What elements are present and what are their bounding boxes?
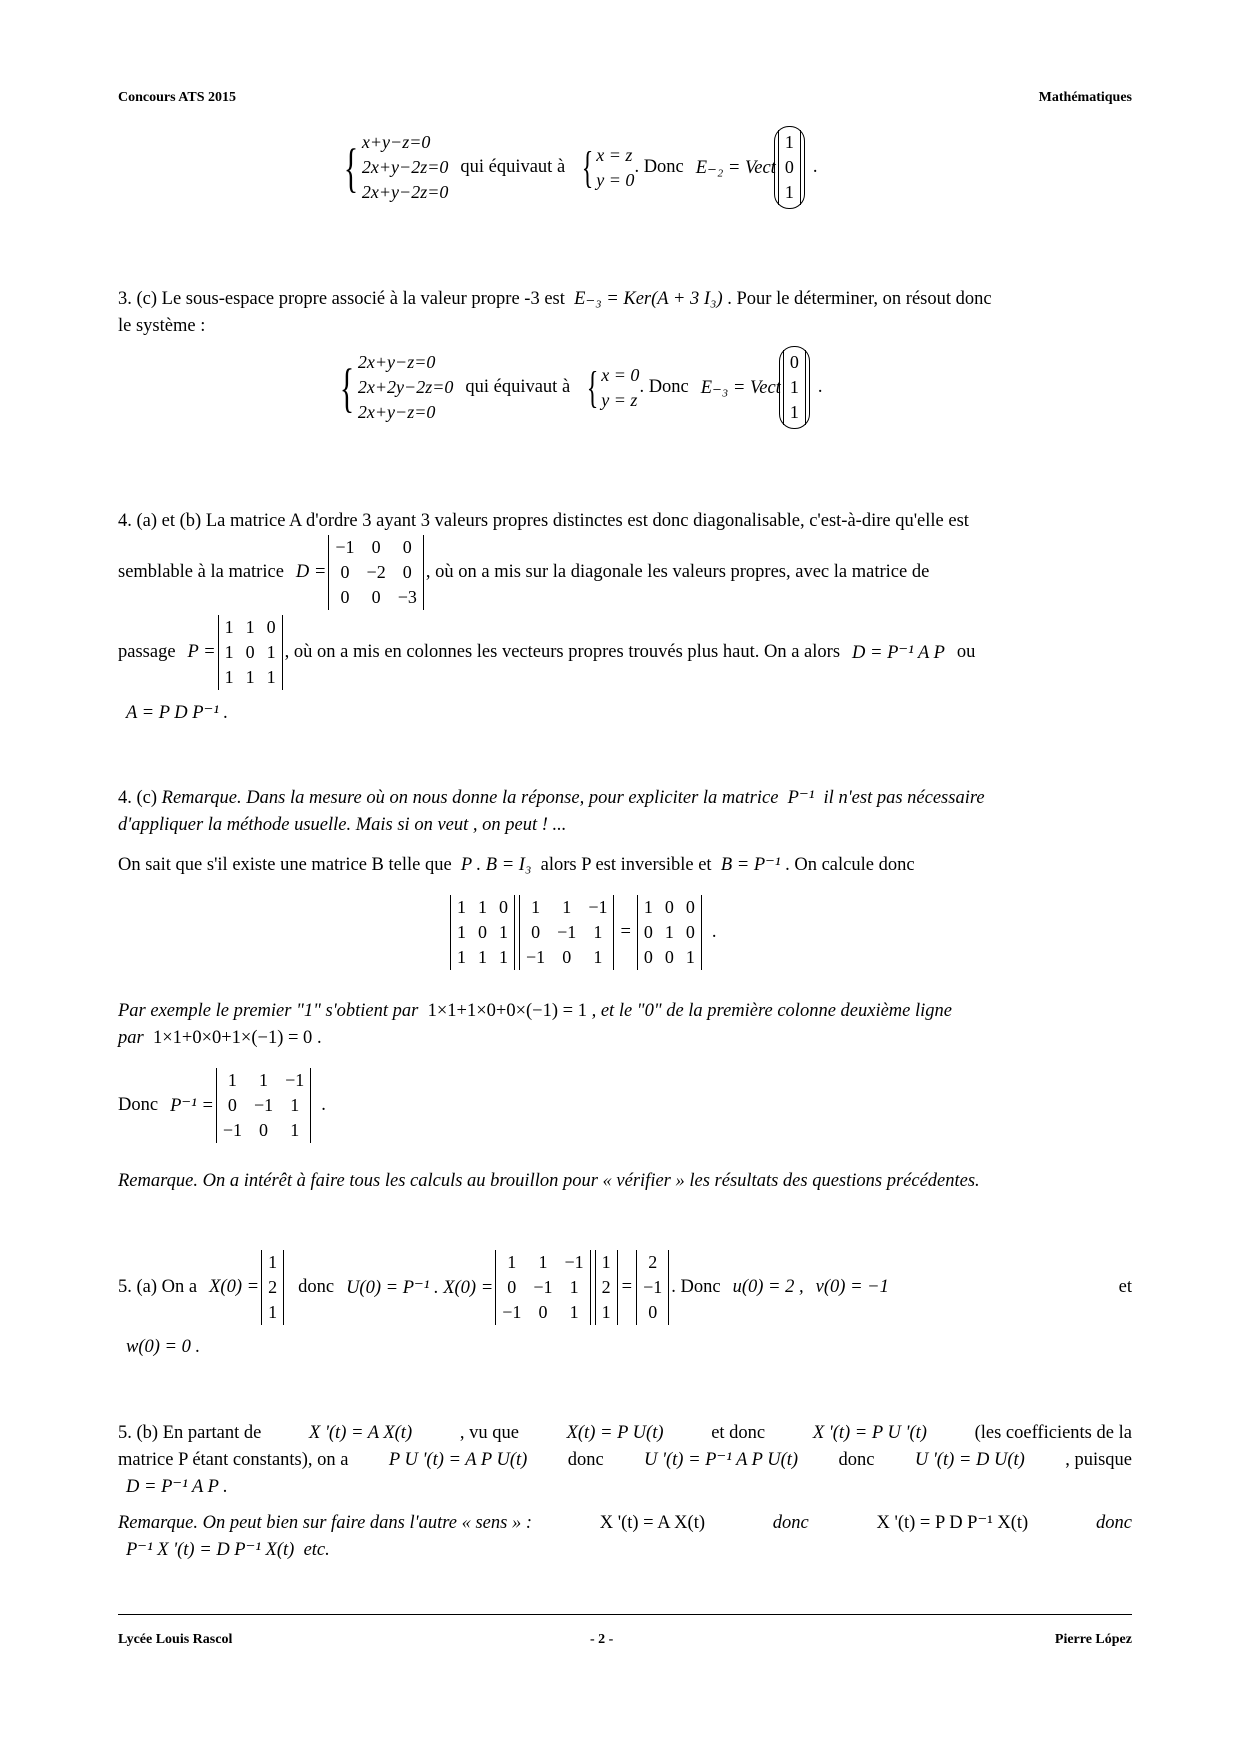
matrix-identity bbox=[637, 895, 702, 970]
text-span: donc bbox=[567, 1450, 604, 1470]
matrix-b bbox=[519, 895, 614, 970]
matrix-entry: 1 bbox=[499, 947, 508, 967]
vector-entry: 1 bbox=[268, 1252, 278, 1272]
matrix-entry: 1 bbox=[569, 1277, 579, 1297]
period: . bbox=[321, 1095, 326, 1115]
calc-first-entry: 1×1+1×0+0×(−1) = 1 bbox=[427, 1001, 587, 1021]
matrix-entry: 0 bbox=[685, 897, 695, 917]
matrix-entry: 0 bbox=[507, 1277, 517, 1297]
section-4ab-line3 bbox=[118, 615, 1132, 690]
matrix-p-inverse bbox=[495, 1250, 590, 1325]
p-inverse: P⁻¹ bbox=[787, 788, 815, 808]
matrix-entry: 1 bbox=[562, 897, 572, 917]
donc-text: donc bbox=[298, 1277, 335, 1297]
calc-second-entry: 1×1+0×0+1×(−1) = 0 bbox=[152, 1028, 313, 1048]
vector-x0 bbox=[595, 1250, 618, 1325]
equals-sign: = bbox=[620, 922, 631, 942]
inverse-formula: A = P D P⁻¹ . bbox=[126, 703, 229, 723]
left-brace: { bbox=[339, 357, 355, 418]
matrix-entry: 1 bbox=[478, 897, 487, 917]
matrix-entry: 0 bbox=[227, 1095, 237, 1115]
text-span: donc bbox=[838, 1450, 875, 1470]
text-span: , puisque bbox=[1065, 1450, 1132, 1470]
text-span: , où on a mis en colonnes les vecteurs propres trouvés plus haut. On a alors bbox=[284, 642, 841, 662]
text-span: . Donc bbox=[671, 1277, 721, 1297]
text-span: 5. (b) En partant de bbox=[118, 1423, 262, 1443]
section-3c-text bbox=[118, 286, 1132, 340]
header-right: Mathématiques bbox=[1038, 90, 1132, 105]
matrix-entry: 1 bbox=[290, 1120, 300, 1140]
matrix-entry: 0 bbox=[478, 922, 487, 942]
text-span: et bbox=[1118, 1277, 1132, 1297]
text-span: et donc bbox=[711, 1423, 766, 1443]
matrix-entry: 1 bbox=[457, 922, 466, 942]
equation: P U '(t) = A P U(t) bbox=[388, 1450, 528, 1470]
eigenvector bbox=[783, 350, 806, 425]
matrix-entry: 0 bbox=[664, 947, 674, 967]
vector-x0 bbox=[261, 1250, 284, 1325]
matrix-entry: 1 bbox=[569, 1302, 579, 1322]
matrix-entry: 0 bbox=[402, 562, 412, 582]
equation: X '(t) = A X(t) bbox=[309, 1423, 413, 1443]
matrix-entry: 1 bbox=[259, 1070, 269, 1090]
pb-identity: P . B = I₃ bbox=[460, 855, 532, 875]
page-number: - 2 - bbox=[590, 1632, 614, 1647]
system-row: x = z bbox=[596, 144, 633, 165]
vector-entry: 0 bbox=[789, 352, 799, 372]
matrix-entry: −1 bbox=[253, 1095, 274, 1115]
matrix-entry: 0 bbox=[499, 897, 508, 917]
u0-label: U(0) = P⁻¹ . X(0) = bbox=[346, 1277, 494, 1298]
text-span: . On calcule donc bbox=[785, 855, 915, 875]
section-4ab-line2 bbox=[118, 535, 1132, 610]
matrix-entry: 0 bbox=[266, 617, 276, 637]
matrix-entry: 0 bbox=[685, 922, 695, 942]
matrix-entry: 1 bbox=[224, 617, 234, 637]
section-5a-line1 bbox=[118, 1250, 1132, 1325]
u0-value: u(0) = 2 , bbox=[732, 1277, 804, 1297]
text-span: , et le "0" de la première colonne deuxième ligne bbox=[591, 1001, 952, 1021]
system-row: 2x+y−2z=0 bbox=[361, 157, 449, 177]
matrix-product-check bbox=[448, 895, 717, 970]
text-line: le système : bbox=[118, 316, 206, 336]
text-span: il n'est pas nécessaire bbox=[823, 788, 985, 808]
system-row: 2x+2y−2z=0 bbox=[357, 377, 454, 397]
equation: X '(t) = A X(t) bbox=[599, 1513, 705, 1533]
text-span: Par exemple le premier "1" s'obtient par bbox=[118, 1001, 419, 1021]
vector-entry: 1 bbox=[601, 1302, 611, 1322]
left-brace: { bbox=[343, 137, 359, 198]
matrix-d bbox=[328, 535, 423, 610]
period: . bbox=[817, 377, 823, 397]
b-equals-p-inverse: B = P⁻¹ bbox=[720, 855, 781, 875]
matrix-entry: 1 bbox=[499, 922, 508, 942]
matrix-entry: 0 bbox=[340, 562, 350, 582]
matrix-entry: 1 bbox=[224, 642, 234, 662]
text-span: , vu que bbox=[459, 1423, 519, 1443]
equation: D = P⁻¹ A P . bbox=[126, 1477, 228, 1497]
system-rows bbox=[601, 363, 639, 413]
matrix-entry: 1 bbox=[266, 667, 276, 687]
left-brace: { bbox=[586, 362, 599, 412]
text-span: , où on a mis sur la diagonale les valeurs propres, avec la matrice de bbox=[425, 562, 930, 582]
period: . bbox=[316, 1028, 322, 1048]
eq-system-e-minus-3 bbox=[334, 350, 822, 425]
vector-entry: 2 bbox=[648, 1252, 658, 1272]
matrix-p-inverse bbox=[216, 1068, 311, 1143]
header-left: Concours ATS 2015 bbox=[118, 90, 236, 105]
diagonalisation-formula: D = P⁻¹ A P bbox=[852, 642, 945, 663]
p-inverse-label: P⁻¹ = bbox=[170, 1095, 214, 1116]
eq-system-e-minus-2 bbox=[338, 130, 817, 205]
matrix-entry: 0 bbox=[538, 1302, 548, 1322]
matrix-entry: 0 bbox=[340, 587, 350, 607]
equation: U '(t) = D U(t) bbox=[914, 1450, 1025, 1470]
section-4c-final-remark: Remarque. On a intérêt à faire tous les calculs au brouillon pour « vérifier » les résultats des questions précédentes. bbox=[118, 1171, 980, 1191]
matrix-entry: 0 bbox=[371, 537, 381, 557]
section-5b-remark bbox=[118, 1510, 1132, 1564]
w0-value: w(0) = 0 . bbox=[126, 1337, 201, 1357]
system-row: 2x+y−z=0 bbox=[357, 402, 436, 422]
section-4ab-line4 bbox=[118, 700, 1132, 727]
matrix-entry: 1 bbox=[664, 922, 674, 942]
text-span: donc bbox=[772, 1513, 809, 1533]
section-4c-remark bbox=[118, 785, 1132, 839]
matrix-entry: 1 bbox=[531, 897, 541, 917]
equivalence-text: qui équivaut à bbox=[465, 377, 571, 397]
text-span: ou bbox=[956, 642, 976, 662]
system-row: x = 0 bbox=[601, 364, 640, 385]
text-span: . Pour le déterminer, on résout donc bbox=[727, 289, 992, 309]
vector-entry: 1 bbox=[784, 132, 794, 152]
matrix-entry: 0 bbox=[643, 922, 653, 942]
matrix-entry: 1 bbox=[593, 947, 603, 967]
matrix-entry: 1 bbox=[457, 897, 466, 917]
footer-divider bbox=[118, 1614, 1132, 1615]
matrix-entry: 0 bbox=[664, 897, 674, 917]
section-5b-text bbox=[118, 1420, 1132, 1501]
matrix-entry: −1 bbox=[557, 922, 577, 942]
system-rows bbox=[596, 143, 634, 193]
text-span: semblable à la matrice bbox=[118, 562, 284, 582]
matrix-entry: 1 bbox=[643, 897, 653, 917]
vector-entry: 1 bbox=[789, 377, 799, 397]
matrix-entry: −1 bbox=[588, 897, 608, 917]
v0-value: v(0) = −1 bbox=[815, 1277, 889, 1297]
matrix-entry: 1 bbox=[685, 947, 695, 967]
system-rows bbox=[362, 130, 448, 205]
matrix-entry: 0 bbox=[245, 642, 255, 662]
text-span: donc bbox=[1096, 1513, 1132, 1533]
matrix-entry: 1 bbox=[266, 642, 276, 662]
text-span: (les coefficients de la bbox=[974, 1423, 1132, 1443]
equation: P⁻¹ X '(t) = D P⁻¹ X(t) bbox=[126, 1540, 295, 1560]
matrix-entry: 1 bbox=[224, 667, 234, 687]
donc-text: Donc bbox=[118, 1095, 159, 1115]
matrix-entry: 0 bbox=[402, 537, 412, 557]
vector-entry: 1 bbox=[268, 1302, 278, 1322]
matrix-entry: 1 bbox=[227, 1070, 237, 1090]
footer-left: Lycée Louis Rascol bbox=[118, 1632, 233, 1647]
equals-sign: = bbox=[621, 1277, 633, 1297]
text-span: 5. (a) On a bbox=[118, 1277, 198, 1297]
system-row: y = 0 bbox=[596, 169, 635, 190]
matrix-entry: 1 bbox=[507, 1252, 517, 1272]
text-span: Remarque. Dans la mesure où on nous donne la réponse, pour expliciter la matrice bbox=[161, 788, 779, 808]
system-row: 2x+y−2z=0 bbox=[361, 182, 449, 202]
vector-entry: 1 bbox=[601, 1252, 611, 1272]
matrix-entry: 1 bbox=[457, 947, 466, 967]
matrix-entry: −1 bbox=[564, 1252, 584, 1272]
section-4c-line3 bbox=[118, 852, 1132, 879]
matrix-entry: 0 bbox=[643, 947, 653, 967]
text-span: Remarque. On peut bien sur faire dans l'autre « sens » : bbox=[118, 1513, 532, 1533]
kernel-expression: E₋₃ = Ker(A + 3 I₃) bbox=[574, 289, 723, 309]
equation: U '(t) = P⁻¹ A P U(t) bbox=[644, 1450, 799, 1470]
system-row: y = z bbox=[601, 389, 638, 410]
text-span: par bbox=[118, 1028, 144, 1048]
left-brace: { bbox=[581, 142, 594, 192]
equivalence-text: qui équivaut à bbox=[460, 157, 566, 177]
equation: X '(t) = P D P⁻¹ X(t) bbox=[876, 1513, 1029, 1533]
matrix-p-label: P = bbox=[187, 642, 216, 662]
vector-entry: 1 bbox=[789, 402, 799, 422]
matrix-entry: −1 bbox=[533, 1277, 553, 1297]
section-4c-example bbox=[118, 998, 1132, 1052]
matrix-entry: 0 bbox=[259, 1120, 269, 1140]
period: . bbox=[812, 157, 818, 177]
matrix-entry: 0 bbox=[562, 947, 572, 967]
matrix-p bbox=[450, 895, 515, 970]
matrix-entry: −3 bbox=[397, 587, 417, 607]
donc-text: . Donc bbox=[639, 377, 689, 397]
text-span: matrice P étant constants), on a bbox=[118, 1450, 349, 1470]
equation: X(t) = P U(t) bbox=[566, 1423, 664, 1443]
system-rows bbox=[358, 350, 453, 425]
matrix-entry: −1 bbox=[222, 1120, 242, 1140]
x0-label: X(0) = bbox=[209, 1277, 260, 1297]
equation: X '(t) = P U '(t) bbox=[812, 1423, 927, 1443]
matrix-d-label: D = bbox=[295, 562, 327, 582]
matrix-p bbox=[218, 615, 283, 690]
donc-text: . Donc bbox=[634, 157, 684, 177]
matrix-entry: 1 bbox=[245, 617, 255, 637]
text-span: 4. (c) bbox=[118, 788, 158, 808]
vector-entry: 2 bbox=[268, 1277, 278, 1297]
p-inverse-result bbox=[118, 1068, 326, 1143]
matrix-entry: 0 bbox=[531, 922, 541, 942]
vector-entry: 0 bbox=[784, 157, 794, 177]
matrix-entry: 0 bbox=[371, 587, 381, 607]
text-span: alors P est inversible et bbox=[540, 855, 712, 875]
eigenvector bbox=[778, 130, 801, 205]
eigenspace-label: E₋₃ = Vect bbox=[700, 377, 781, 398]
text-span: etc. bbox=[303, 1540, 330, 1560]
vector-entry: 1 bbox=[784, 182, 794, 202]
system-row: x+y−z=0 bbox=[361, 132, 431, 152]
text-span: On sait que s'il existe une matrice B telle que bbox=[118, 855, 452, 875]
vector-u0 bbox=[636, 1250, 669, 1325]
footer-right: Pierre López bbox=[1054, 1632, 1132, 1647]
matrix-entry: −2 bbox=[366, 562, 386, 582]
text-span: 3. (c) Le sous-espace propre associé à la valeur propre -3 est bbox=[118, 289, 565, 309]
matrix-entry: 1 bbox=[538, 1252, 548, 1272]
matrix-entry: 1 bbox=[593, 922, 603, 942]
period: . bbox=[711, 922, 717, 942]
matrix-entry: 1 bbox=[478, 947, 487, 967]
text-span: passage bbox=[118, 642, 176, 662]
matrix-entry: −1 bbox=[335, 537, 355, 557]
matrix-entry: 1 bbox=[245, 667, 255, 687]
section-4ab-line1: 4. (a) et (b) La matrice A d'ordre 3 ayant 3 valeurs propres distinctes est donc diagonalisable, c'est-à-dire qu'elle est bbox=[118, 511, 969, 531]
vector-entry: −1 bbox=[643, 1277, 663, 1297]
vector-entry: 0 bbox=[648, 1302, 658, 1322]
text-line: d'appliquer la méthode usuelle. Mais si on veut , on peut ! ... bbox=[118, 815, 567, 835]
eigenspace-label: E₋₂ = Vect bbox=[695, 157, 776, 178]
matrix-entry: 1 bbox=[290, 1095, 300, 1115]
vector-entry: 2 bbox=[601, 1277, 611, 1297]
matrix-entry: −1 bbox=[285, 1070, 305, 1090]
matrix-entry: −1 bbox=[526, 947, 546, 967]
section-5a-line2 bbox=[118, 1334, 1132, 1361]
system-row: 2x+y−z=0 bbox=[357, 352, 436, 372]
matrix-entry: −1 bbox=[502, 1302, 522, 1322]
